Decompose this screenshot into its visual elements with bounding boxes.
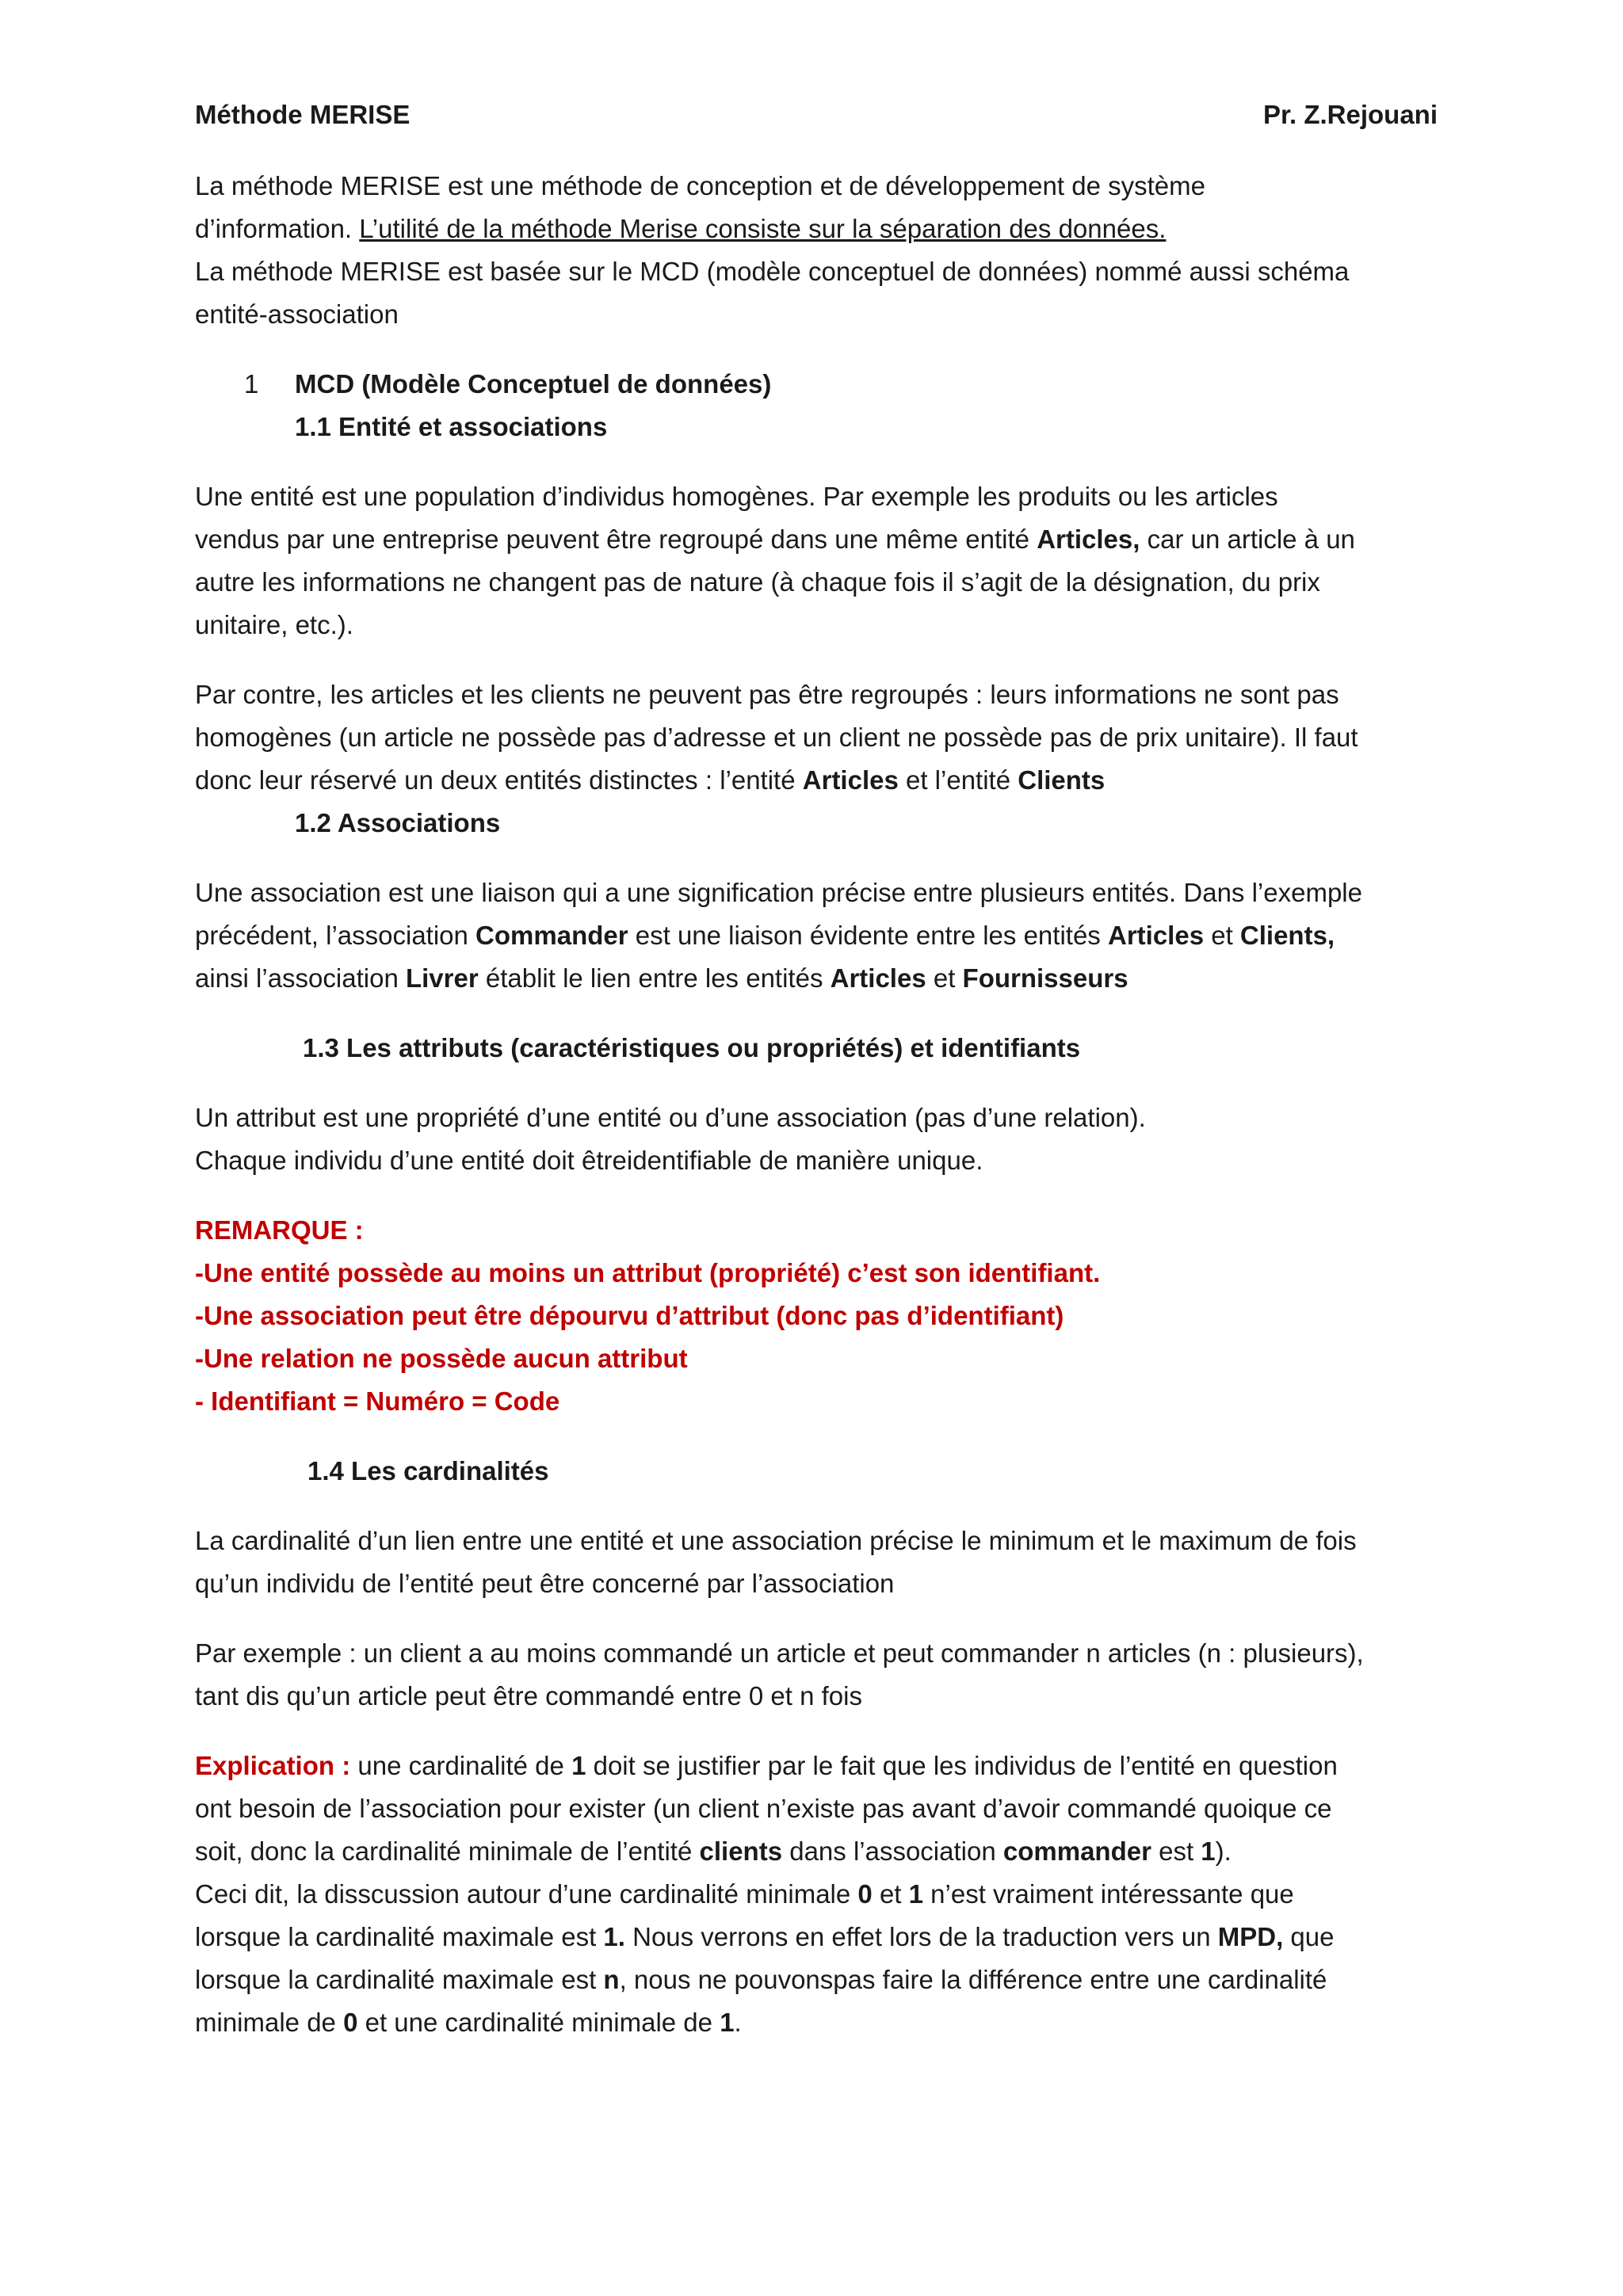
page-header bbox=[195, 93, 1438, 136]
document-page bbox=[195, 93, 1438, 2044]
association-paragraph: Une association est une liaison qui a une signification précise entre plusieurs entités. Dans l’exemple précédent, l’association Commander est une liaison évidente entre les entités Articles et Clients, ainsi l’association Livrer établit le lien entre les entités Articles et Fournisseurs bbox=[195, 878, 1362, 993]
intro-line: La méthode MERISE est une méthode de conception et de développement de système bbox=[195, 171, 1205, 200]
underlined-text: L’utilité de la méthode Merise consiste sur la séparation des données. bbox=[359, 214, 1167, 243]
contrast-paragraph: Par contre, les articles et les clients ne peuvent pas être regroupés : leurs informations ne sont pas homogènes (un article ne possède pas d’adresse et un client ne possède pas de prix unitaire). Il faut donc leur réservé un deux entités distinctes : l’entité Articles et l’entité Clients bbox=[195, 680, 1358, 795]
remark-item: -Une entité possède au moins un attribut (propriété) c’est son identifiant. bbox=[195, 1258, 1101, 1287]
remark-block bbox=[195, 1209, 1438, 1423]
remark-item: - Identifiant = Numéro = Code bbox=[195, 1386, 560, 1416]
section-heading-1-3: 1.3 Les attributs (caractéristiques ou propriétés) et identifiants bbox=[303, 1033, 1081, 1062]
entity-paragraph: Une entité est une population d’individus homogènes. Par exemple les produits ou les articles vendus par une entreprise peuvent être regroupé dans une même entité Articles, car un article à un autre les informations ne changent pas de nature (à chaque fois il s’agit de la désignation, du prix unitaire, etc.). bbox=[195, 482, 1355, 639]
section-heading-1 bbox=[244, 363, 1438, 406]
remark-item: -Une relation ne possède aucun attribut bbox=[195, 1344, 688, 1373]
intro-paragraph bbox=[195, 165, 1438, 336]
remark-item: -Une association peut être dépourvu d’attribut (donc pas d’identifiant) bbox=[195, 1301, 1064, 1330]
section-number: 1 bbox=[244, 369, 259, 399]
intro-line: La méthode MERISE est basée sur le MCD (modèle conceptuel de données) nommé aussi schéma bbox=[195, 257, 1350, 286]
header-author: Pr. Z.Rejouani bbox=[1262, 100, 1438, 129]
section-heading-1-1: 1.1 Entité et associations bbox=[295, 412, 608, 441]
header-title: Méthode MERISE bbox=[195, 100, 411, 129]
remark-title: REMARQUE : bbox=[195, 1215, 364, 1245]
section-heading-1-4: 1.4 Les cardinalités bbox=[307, 1456, 549, 1486]
attribute-paragraph: Un attribut est une propriété d’une entité ou d’une association (pas d’une relation). Chaque individu d’une entité doit êtreidentifiable de manière unique. bbox=[195, 1103, 1146, 1175]
explanation-label: Explication : bbox=[195, 1751, 351, 1780]
explanation-paragraph: Explication : une cardinalité de 1 doit se justifier par le fait que les individus de l’entité en question ont besoin de l’association pour exister (un client n’existe pas avant d’avoir commandé quoique ce soit, donc la cardinalité minimale de l’entité clients dans l’association commander est 1). Ceci dit, la disscussion autour d’une cardinalité minimale 0 et 1 n’est vraiment intéressante que lorsque la cardinalité maximale est 1. Nous verrons en effet lors de la traduction vers un MPD, que lorsque la cardinalité maximale est n, nous ne pouvonspas faire la différence entre une cardinalité minimale de 0 et une cardinalité minimale de 1. bbox=[195, 1751, 1338, 2037]
intro-line: d’information. L’utilité de la méthode Merise consiste sur la séparation des données. bbox=[195, 214, 1167, 243]
section-heading-1-2: 1.2 Associations bbox=[295, 808, 501, 837]
intro-line: entité-association bbox=[195, 299, 399, 329]
example-paragraph: Par exemple : un client a au moins commandé un article et peut commander n articles (n : plusieurs), tant dis qu’un article peut être commandé entre 0 et n fois bbox=[195, 1638, 1364, 1711]
cardinality-paragraph: La cardinalité d’un lien entre une entité et une association précise le minimum et le maximum de fois qu’un individu de l’entité peut être concerné par l’association bbox=[195, 1526, 1357, 1598]
section-title: MCD (Modèle Conceptuel de données) bbox=[295, 369, 772, 399]
